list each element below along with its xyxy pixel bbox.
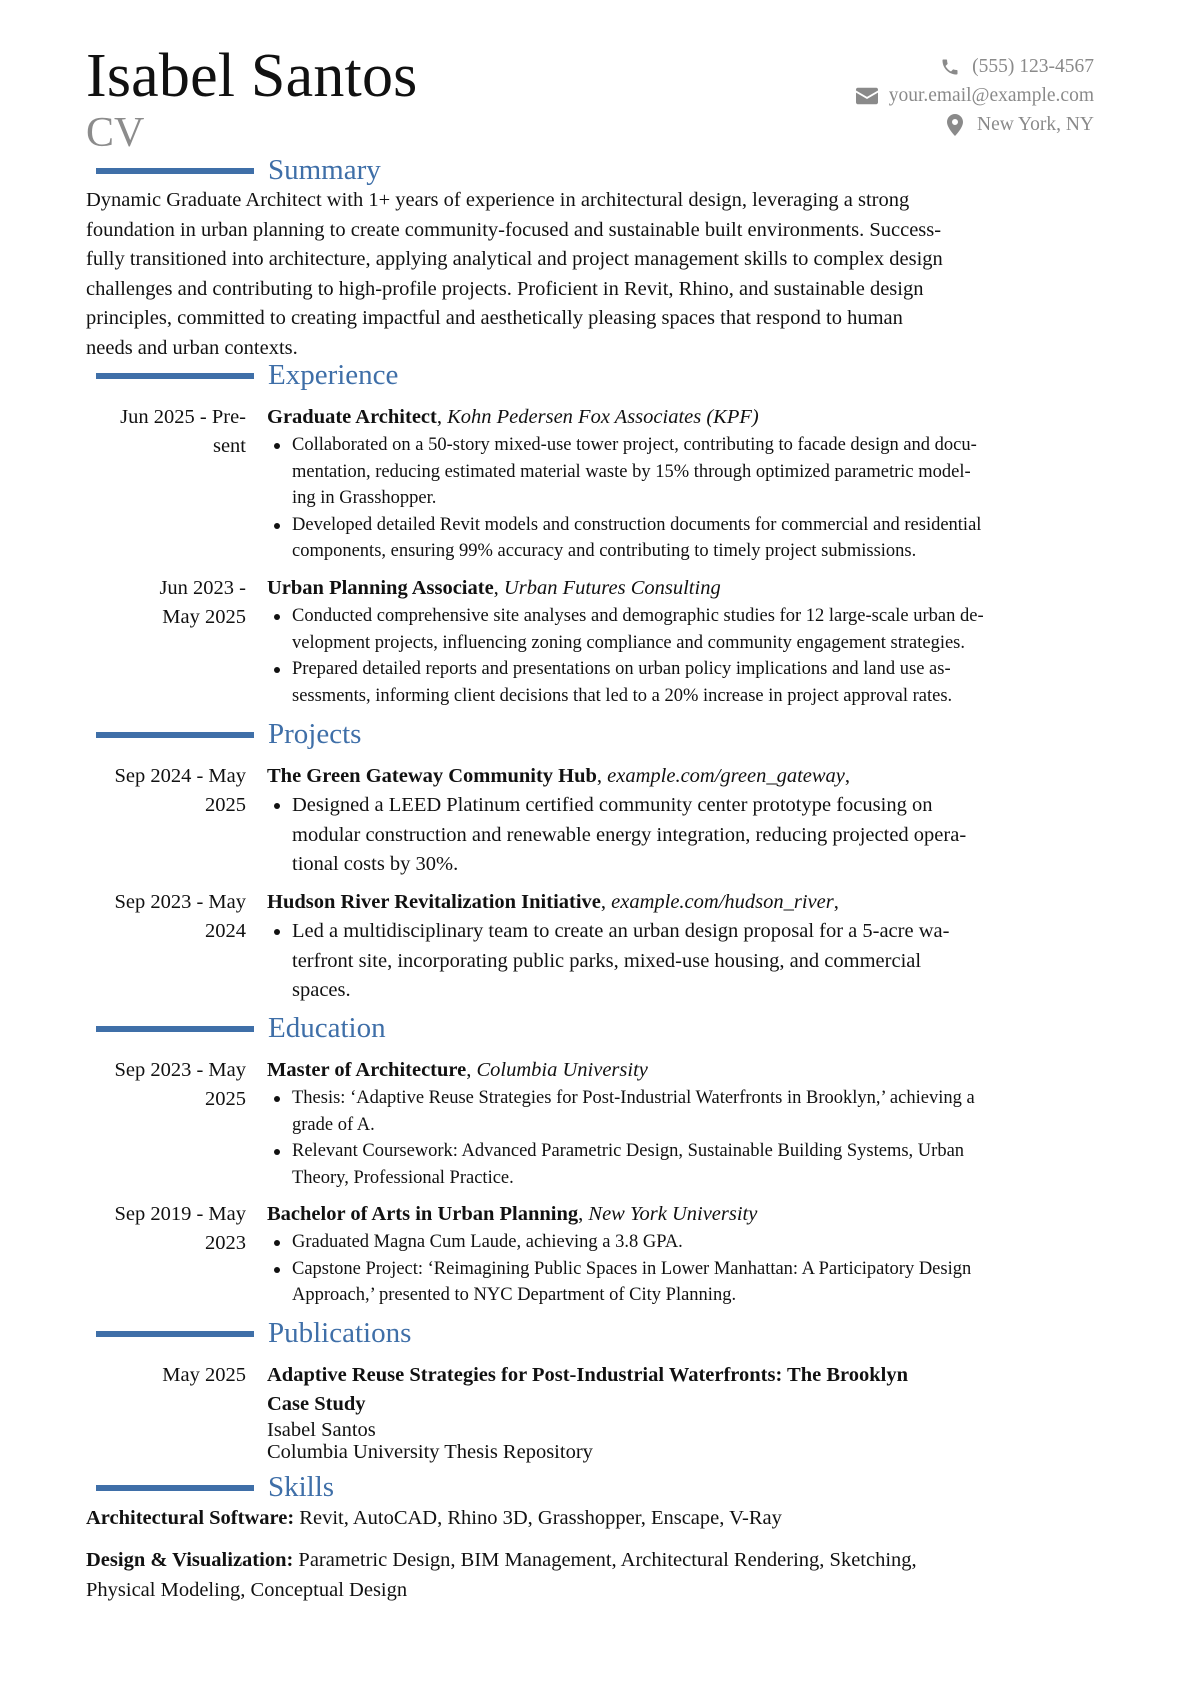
- contact-location: [855, 110, 1094, 139]
- section-projects-heading: [96, 719, 1096, 753]
- location-text: New York, NY: [976, 113, 1094, 135]
- section-rule: [96, 1485, 254, 1491]
- entry-date: May 2025: [162, 1364, 246, 1386]
- degree: Bachelor of Arts in Urban Planning: [267, 1203, 579, 1225]
- section-title: Skills: [268, 1471, 335, 1503]
- entry-headline: Master of Architecture, Columbia University: [267, 1059, 648, 1081]
- list-item: Thesis: ‘Adaptive Reuse Strategies for Post-Industrial Waterfronts in Brooklyn,’ achieving a grade of A.: [267, 1085, 1187, 1138]
- list-item: Led a multidisciplinary team to create an urban design proposal for a 5-acre wa- terfront site, incorporating public parks, mixed-use housing, and commercial spaces.: [267, 917, 1187, 1006]
- entry-body: [267, 574, 1187, 709]
- section-title: Projects: [268, 718, 362, 750]
- list-item: Collaborated on a 50-story mixed-use tower project, contributing to facade design and docu- mentation, reducing estimated material waste by 15% through optimized parametric model- ing in Grasshopper.: [267, 432, 1187, 512]
- entry-date: Sep 2024 - May 2025: [114, 765, 246, 816]
- employer: Kohn Pedersen Fox Associates (KPF): [447, 406, 759, 428]
- section-rule: [96, 373, 254, 379]
- section-skills-heading: [96, 1472, 1096, 1506]
- entry-headline: Urban Planning Associate, Urban Futures Consulting: [267, 577, 721, 599]
- publication-title: Adaptive Reuse Strategies for Post-Industrial Waterfronts: The Brooklyn Case Study: [267, 1364, 909, 1415]
- entry-headline: Graduate Architect, Kohn Pedersen Fox Associates (KPF): [267, 406, 759, 428]
- list-item: Graduated Magna Cum Laude, achieving a 3.8 GPA.: [267, 1229, 1187, 1256]
- entry-date: Jun 2023 - May 2025: [159, 577, 246, 628]
- job-title: Graduate Architect: [267, 406, 437, 428]
- skill-label: Design & Visualization:: [86, 1549, 294, 1571]
- school: New York University: [588, 1203, 758, 1225]
- list-item: Designed a LEED Platinum certified community center prototype focusing on modular construction and renewable energy integration, reducing projected opera- tional costs by 30%.: [267, 791, 1187, 880]
- map-pin-icon: [943, 114, 967, 136]
- project-title: The Green Gateway Community Hub: [267, 765, 597, 787]
- summary-paragraph: [86, 186, 1106, 363]
- list-item: Relevant Coursework: Advanced Parametric Design, Sustainable Building Systems, Urban Theory, Professional Practice.: [267, 1138, 1187, 1191]
- candidate-name: Isabel Santos: [86, 42, 418, 110]
- section-rule: [96, 732, 254, 738]
- list-item: Conducted comprehensive site analyses and demographic studies for 12 large-scale urban de- velopment projects, influencing zoning compliance and community engagement strategies.: [267, 603, 1187, 656]
- entry-date: Sep 2019 - May 2023: [114, 1203, 246, 1254]
- bullet-list: [267, 1085, 1187, 1191]
- degree: Master of Architecture: [267, 1059, 467, 1081]
- project-link[interactable]: example.com/hudson_river: [611, 891, 834, 913]
- summary-line: needs and urban contexts.: [86, 336, 298, 359]
- publication-venue: Columbia University Thesis Repository: [267, 1441, 593, 1463]
- section-experience-heading: [96, 360, 1096, 394]
- section-title: Education: [268, 1012, 386, 1044]
- summary-line: fully transitioned into architecture, applying analytical and project management skills to complex design: [86, 248, 943, 270]
- entry-headline: The Green Gateway Community Hub, example.com/green_gateway,: [267, 765, 851, 787]
- list-item: Capstone Project: ‘Reimagining Public Spaces in Lower Manhattan: A Participatory Design Approach,’ presented to NYC Department of City Planning.: [267, 1256, 1187, 1309]
- bullet-list: [267, 791, 1187, 880]
- summary-line: principles, committed to creating impactful and aesthetically pleasing spaces that respond to human: [86, 307, 903, 329]
- entry-body: [267, 1361, 1187, 1463]
- summary-line: foundation in urban planning to create community-focused and sustainable built environments. Success-: [86, 218, 942, 241]
- section-rule: [96, 1331, 254, 1337]
- contact-phone[interactable]: [855, 52, 1094, 81]
- email-text: your.email@example.com: [888, 84, 1094, 106]
- envelope-icon: [855, 85, 879, 107]
- entry-body: [267, 1200, 1187, 1309]
- list-item: Developed detailed Revit models and construction documents for commercial and residential components, ensuring 99% accuracy and contributing to timely project submissions.: [267, 512, 1187, 565]
- entry-headline: Bachelor of Arts in Urban Planning, New York University: [267, 1203, 758, 1225]
- section-education-heading: [96, 1013, 1096, 1047]
- section-title: Experience: [268, 359, 399, 391]
- section-rule: [96, 1026, 254, 1032]
- section-title: Summary: [268, 154, 381, 186]
- bullet-list: [267, 603, 1187, 709]
- job-title: Urban Planning Associate: [267, 577, 494, 599]
- entry-body: [267, 403, 1187, 565]
- school: Columbia University: [476, 1059, 648, 1081]
- entry-body: [267, 762, 1187, 880]
- entry-body: [267, 1056, 1187, 1191]
- entry-date: Sep 2023 - May 2024: [114, 891, 246, 942]
- entry-date: Sep 2023 - May 2025: [114, 1059, 246, 1110]
- section-summary-heading: [96, 155, 1096, 189]
- publication-author: Isabel Santos: [267, 1419, 376, 1441]
- document-type: CV: [86, 110, 145, 156]
- section-rule: [96, 168, 254, 174]
- skill-values: Revit, AutoCAD, Rhino 3D, Grasshopper, Enscape, V-Ray: [299, 1507, 782, 1529]
- phone-text: (555) 123-4567: [972, 55, 1094, 77]
- bullet-list: [267, 1229, 1187, 1309]
- bullet-list: [267, 917, 1187, 1006]
- employer: Urban Futures Consulting: [503, 577, 721, 599]
- list-item: Prepared detailed reports and presentations on urban policy implications and land use as- sessments, informing client decisions that led to a 20% increase in project approval rates.: [267, 656, 1187, 709]
- skill-values: Physical Modeling, Conceptual Design: [86, 1578, 408, 1601]
- skill-group: [86, 1504, 1106, 1534]
- entry-body: [267, 888, 1187, 1006]
- project-title: Hudson River Revitalization Initiative: [267, 891, 601, 913]
- summary-line: challenges and contributing to high-profile projects. Proficient in Revit, Rhino, and sustainable design: [86, 277, 924, 300]
- contact-email[interactable]: [855, 81, 1094, 110]
- contact-block: [855, 52, 1094, 139]
- entry-headline: Hudson River Revitalization Initiative, example.com/hudson_river,: [267, 891, 839, 913]
- skill-values: Parametric Design, BIM Management, Architectural Rendering, Sketching,: [298, 1549, 917, 1571]
- skill-label: Architectural Software:: [86, 1507, 295, 1529]
- section-title: Publications: [268, 1317, 412, 1349]
- project-link[interactable]: example.com/green_gateway: [607, 765, 845, 787]
- entry-date: Jun 2025 - Pre- sent: [120, 406, 246, 457]
- skill-group: [86, 1546, 1106, 1605]
- bullet-list: [267, 432, 1187, 565]
- section-publications-heading: [96, 1318, 1096, 1352]
- phone-icon: [938, 56, 962, 78]
- summary-line: Dynamic Graduate Architect with 1+ years of experience in architectural design, leveraging a strong: [86, 189, 910, 211]
